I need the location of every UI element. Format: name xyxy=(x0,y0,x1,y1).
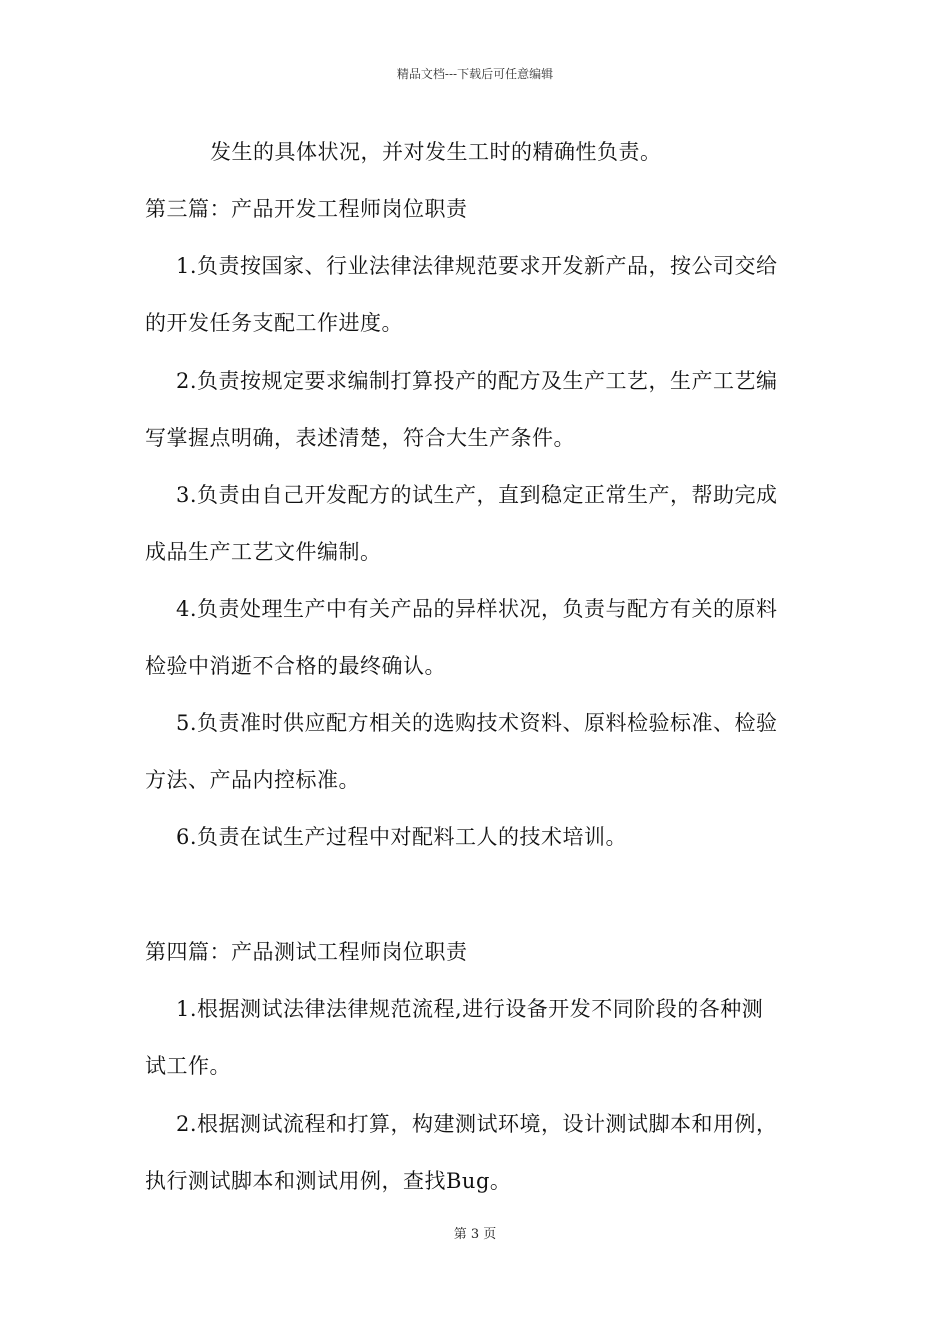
paragraph-line: 6.负责在试生产过程中对配料工人的技术培训。 xyxy=(176,825,628,849)
paragraph-line: 2.负责按规定要求编制打算投产的配方及生产工艺，生产工艺编 xyxy=(176,369,778,393)
section-heading-4: 第四篇：产品测试工程师岗位职责 xyxy=(145,940,468,964)
page-header: 精品文档---下载后可任意编辑 xyxy=(396,67,554,81)
paragraph-line: 方法、产品内控标准。 xyxy=(145,768,360,792)
paragraph-line: 2.根据测试流程和打算，构建测试环境，设计测试脚本和用例， xyxy=(176,1112,778,1136)
paragraph-line: 写掌握点明确，表述清楚，符合大生产条件。 xyxy=(145,426,575,450)
paragraph-line: 发生的具体状况，并对发生工时的精确性负责。 xyxy=(210,140,662,164)
paragraph-line: 成品生产工艺文件编制。 xyxy=(145,540,382,564)
paragraph-line: 执行测试脚本和测试用例，查找Bug。 xyxy=(145,1169,512,1193)
paragraph-line: 1.根据测试法律法律规范流程,进行设备开发不同阶段的各种测 xyxy=(176,997,764,1021)
paragraph-line: 检验中消逝不合格的最终确认。 xyxy=(145,654,446,678)
page-number: 第 3 页 xyxy=(453,1227,497,1242)
paragraph-line: 1.负责按国家、行业法律法律规范要求开发新产品，按公司交给 xyxy=(176,254,778,278)
paragraph-line: 3.负责由自己开发配方的试生产，直到稳定正常生产，帮助完成 xyxy=(176,483,778,507)
paragraph-line: 4.负责处理生产中有关产品的异样状况，负责与配方有关的原料 xyxy=(176,597,778,621)
section-heading-3: 第三篇：产品开发工程师岗位职责 xyxy=(145,197,468,221)
paragraph-line: 试工作。 xyxy=(145,1054,231,1078)
paragraph-line: 5.负责准时供应配方相关的选购技术资料、原料检验标准、检验 xyxy=(176,711,778,735)
paragraph-line: 的开发任务支配工作进度。 xyxy=(145,311,403,335)
